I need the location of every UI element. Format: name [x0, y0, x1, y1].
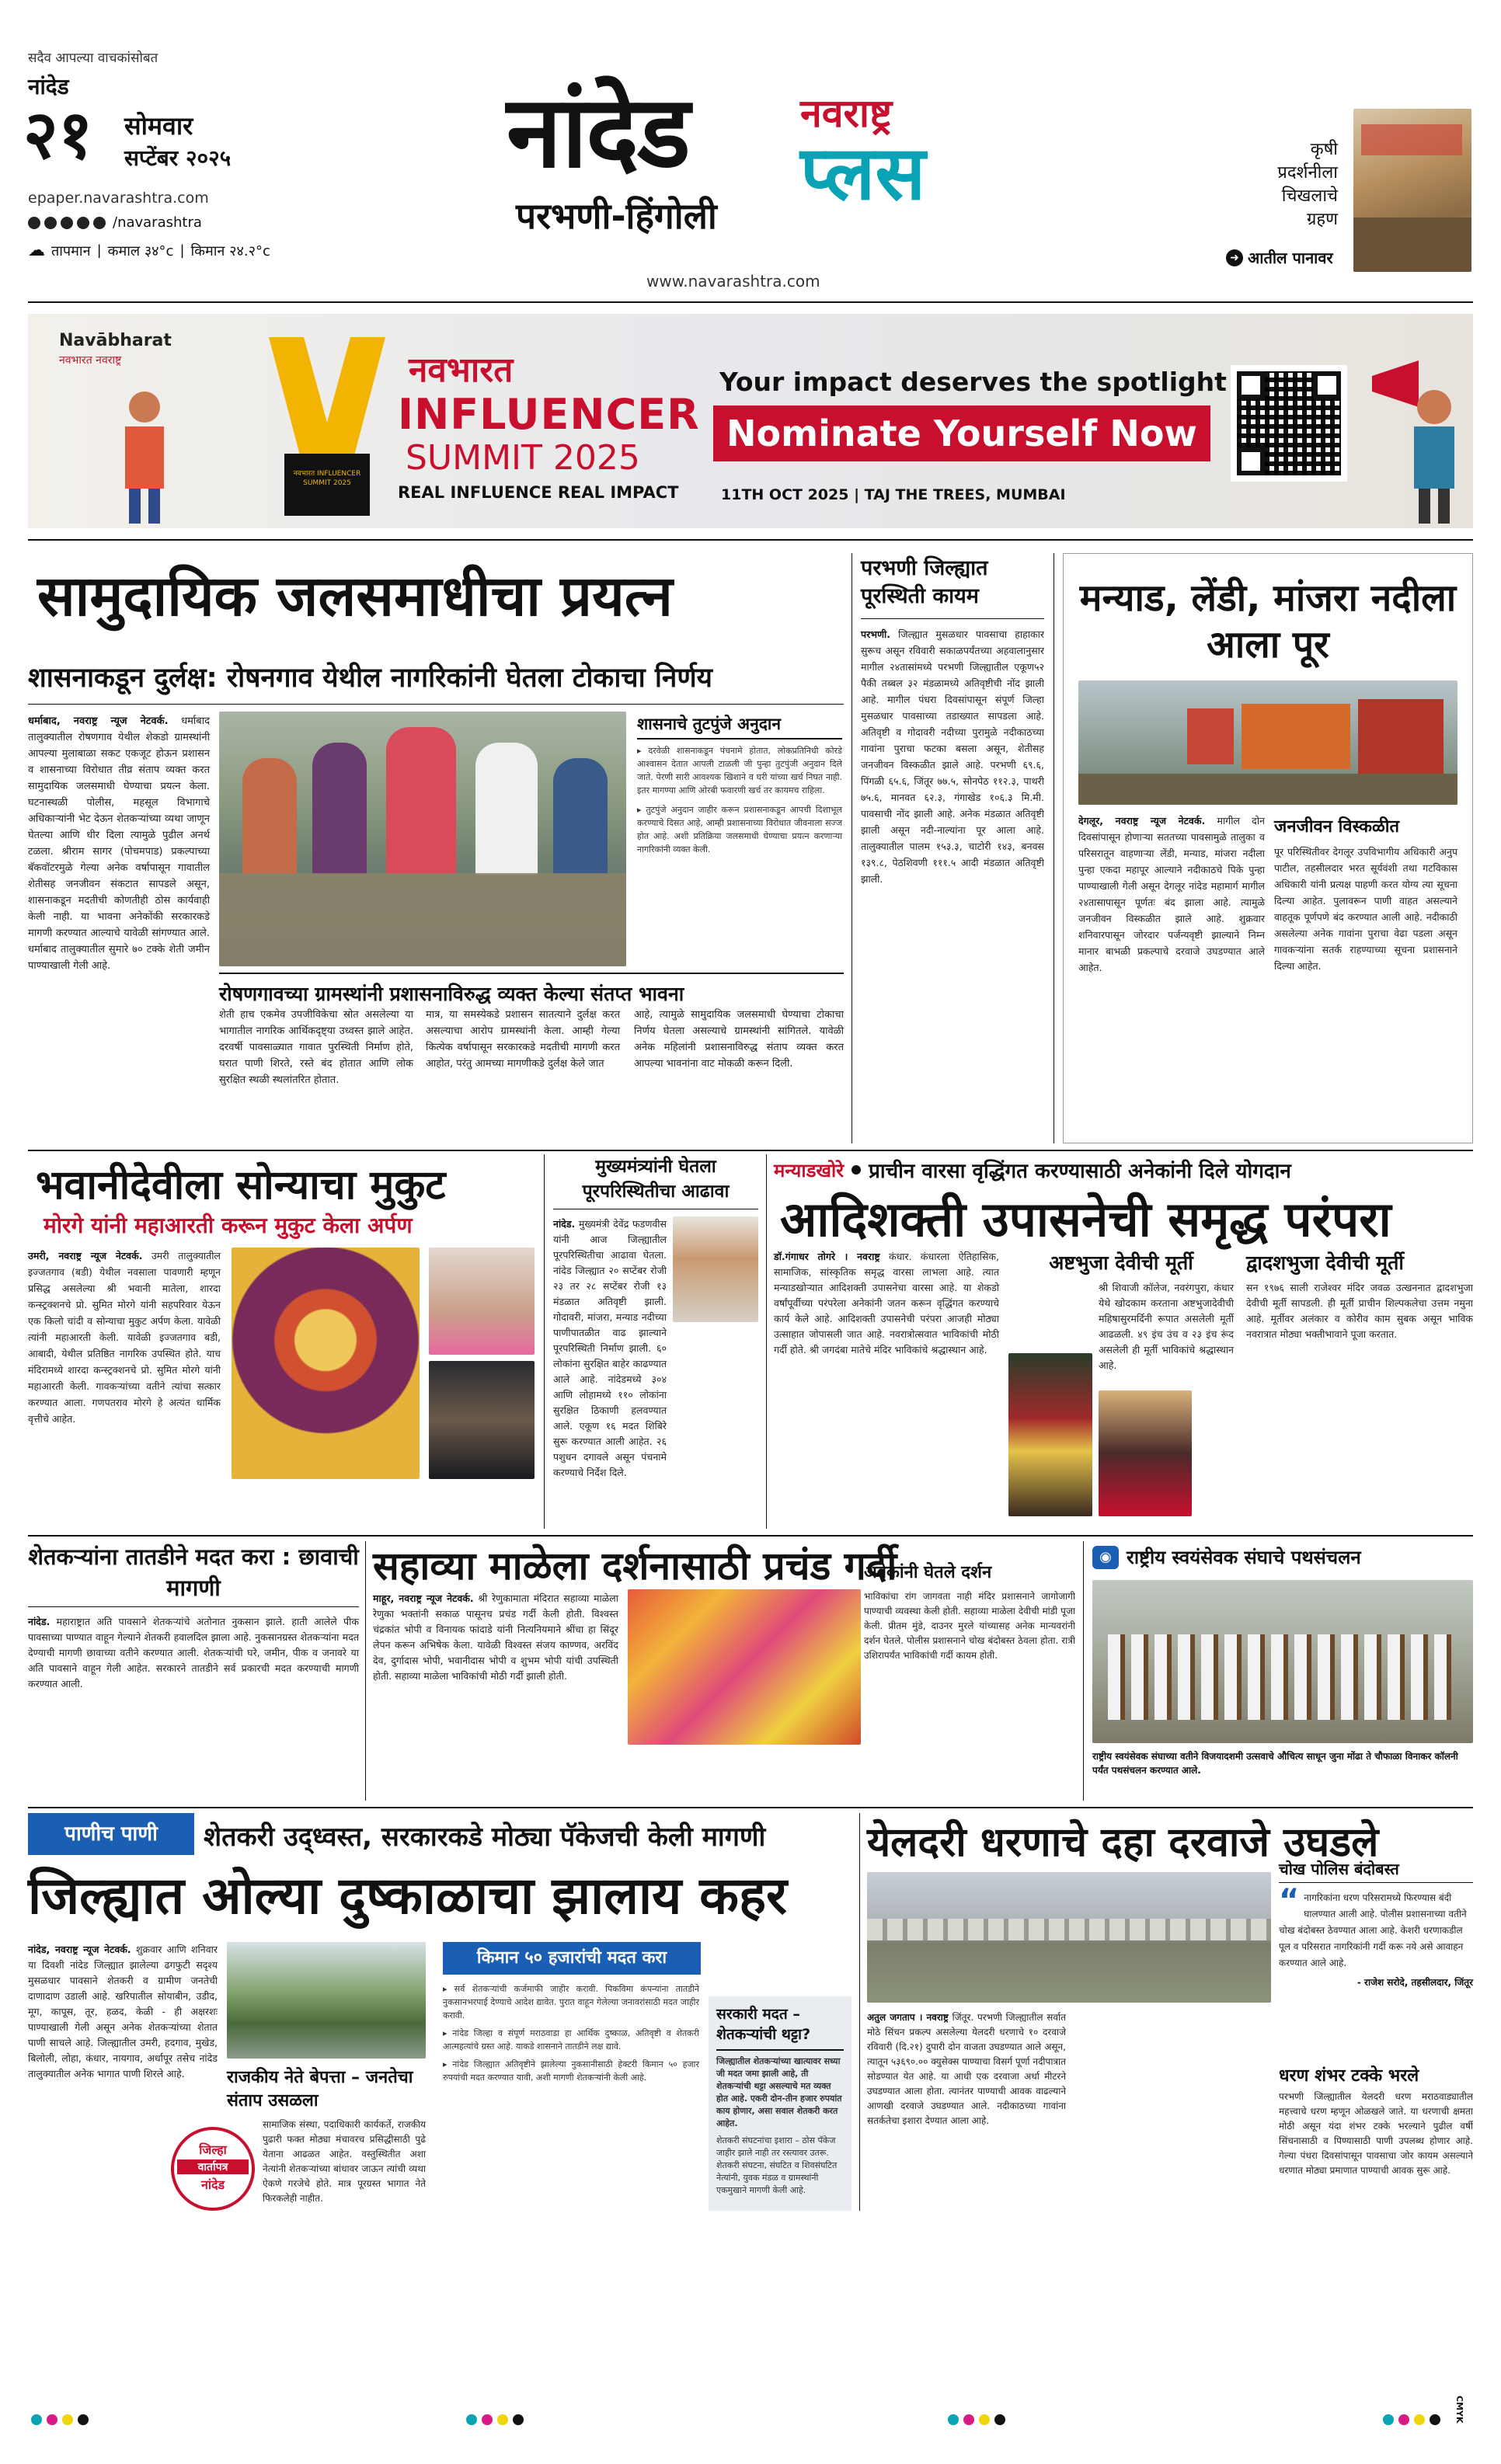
edition-city: नांदेड	[28, 74, 69, 99]
story9-photo	[1092, 1580, 1473, 1743]
color-bar-mid	[466, 2414, 524, 2425]
story11-body-text: जिंतूर. परभणी जिल्ह्यातील सर्वात मोठे सिंचन प्रकल्प असलेल्या येलदरी धरणाचे १० दरवाजे रविवारी (दि.२१) दुपारी दोन वाजता उघडण्यात आले असून, त्यातून ५३६९०.०० क्युसेक्स पाण्याचा विसर्ग पूर्णा नदीपात्रात सोडण्यात येत आहे. या आधी एक दरवाजा अर्धा मीटरने उघडण्यात आला होता. त्यानंतर पाण्याची आवक वाढल्याने आणखी दरवाजे उघडण्यात आले. नदीकाठच्या गावांना सतर्कतेचा इशारा देण्यात आला आहे.	[867, 2012, 1066, 2126]
story8-body	[373, 1591, 618, 1684]
temp-max: कमाल ३४°c	[107, 242, 174, 259]
color-bar-left	[31, 2414, 89, 2425]
story8-body-text: श्री रेणुकामाता मंदिरात सहाव्या माळेला रेणुका भक्तांनी सकाळ पासूनच प्रचंड गर्दी केली होती. विश्वस्त चंद्रकांत भोपी व विनायक फांदाडे यांनी नित्यनियमाने श्रींचा हा सिंदूर लेपन करून अभिषेक केला. यावेळी विश्वस्त संजय काण्णव, अरविंद देव, दुर्गादास भोपी, भवानीदास भोपी व शुभम भोपी यांची उपस्थिती होती. सहाव्या माळेला भाविकांची मोठी गर्दी झाली होती.	[373, 1592, 618, 1682]
story6-box2-head: द्वादशभुजा देवीची मूर्ती	[1246, 1251, 1404, 1274]
story6-headline-top: प्राचीन वारसा वृद्धिंगत करण्यासाठी अनेकांनी दिले योगदान	[869, 1160, 1291, 1183]
story4-body-text: उमरी तालुक्यातील इज्जतगाव (बडी) येथील नवसाला पावणारी म्हणून प्रसिद्ध असलेल्या श्री भवानी मातेला, शारदा कन्स्ट्रक्शनचे प्रो. सुमित मोरगे यांनी सहपरिवार येऊन एक किलो चांदी व सोन्याचा मुकुट अर्पण केला. यावेळी त्यांनी महाआरती केली. यावेळी इज्जतगाव बडी, आबादी, येथील प्रतिष्ठित नागरिक उपस्थित होते. याच मंदिरामध्ये शारदा कन्स्ट्रक्शनचे प्रो. सुमित मोरगे यांनी महाआरती केली. गावकऱ्यांच्या वतीने त्यांचा सत्कार करण्यात आला. गणपतराव मोरगे हे अत्यंत धार्मिक वृत्तीचे आहेत.	[28, 1250, 221, 1425]
instagram-icon[interactable]	[44, 217, 57, 229]
story9-caption: राष्ट्रीय स्वयंसेवक संघाच्या वतीने विजयादशमी उत्सवाचे औचित्य साधून जुना मोंढा ते चौफाळा विनाकर कॉलनी पर्यंत पथसंचलन करण्यात आले.	[1092, 1751, 1458, 1776]
story10-side-body: जिल्ह्यातील शेतकऱ्यांच्या खात्यावर सध्या जी मदत जमा झाली आहे, ती शेतकऱ्यांची थट्टा असल्याचे मत व्यक्त होत आहे. एकरी दोन-तीन हजार रुपयांत काय होणार, असा सवाल शेतकरी करत आहेत.	[716, 2056, 842, 2128]
story10-tag: पाणीच पाणी	[28, 1813, 194, 1855]
ad-logo-sub: नवभारत नवराष्ट्र	[59, 354, 122, 367]
story1-sidebar-title: शासनाचे तुटपुंजे अनुदान	[637, 713, 842, 740]
story1-sidebar-bullet1: दरवेळी शासनाकडून पंचनामे होतात, लोकप्रतिनिधी कोरडे आश्वासन देतात आपली टाळली जी पुन्हा तुटपुंजी अनुदान दिले जाते. पेरणी सारी आवश्यक खिशाने व घरी यांच्या खर्च निघत नाही. इतर मागण्या आणि ओरबी फवारणी खर्च तर कायमच राहिला.	[637, 746, 842, 795]
story1-col2: शेती हाच एकमेव उपजीविकेचा स्रोत असलेल्या या भागातील नागरिक आर्थिकदृष्ट्या उध्वस्त झाले आहेत. दरवर्षी पावसाळ्यात गावात पुरस्थिती निर्माण होते, घरात पाणी शिरते, रस्ते बंद होतात आणि लोक सुरक्षित स्थळी स्थलांतरित होतात.	[219, 1009, 413, 1086]
trophy-graphic	[261, 329, 393, 524]
quote-icon: “	[1279, 1883, 1300, 1919]
epaper-link[interactable]: epaper.navarashtra.com	[28, 190, 209, 207]
story11-photo	[867, 1872, 1271, 2003]
x-icon[interactable]	[61, 217, 73, 229]
story3-dateline: देगलूर, नवराष्ट्र न्यूज नेटवर्क.	[1078, 815, 1206, 827]
stamp-top: जिल्हा	[199, 2142, 227, 2157]
story4-photo-idol	[232, 1248, 420, 1479]
youtube-icon[interactable]	[77, 217, 89, 229]
story3-headline: मन्याड, लेंडी, मांजरा नदीला आला पूर	[1079, 576, 1457, 666]
story1-col4: आहे, त्यामुळे सामुदायिक जलसमाधी घेण्याचा टोकाचा निर्णय घेतला असल्याचे ग्रामस्थांनी सांगितले. यावेळी अनेक महिलांनी प्रशासनाविरुद्ध संताप व्यक्त करत आपल्या भावनांना वाट मोकळी करून दिली.	[634, 1009, 844, 1070]
weather-row: ☁ तापमान | कमाल ३४°c | किमान २४.२°c	[28, 241, 270, 260]
camera-icon: ◉	[1092, 1546, 1119, 1569]
stamp-mid: वार्तापत्र	[177, 2159, 249, 2174]
district-stamp	[171, 2127, 255, 2211]
story2-body	[861, 626, 1044, 887]
bullet-icon	[851, 1165, 861, 1175]
story11-body	[867, 2010, 1066, 2128]
ad-illustration-right	[1364, 329, 1465, 524]
story1-col1-text: धर्माबाद तालुक्यातील रोषणगाव येथील शेकडो ग्रामस्थांनी आपल्या मुलाबाळा सकट एकजूट होऊन प्रशासन व शासनाच्या विरोधात तीव्र संताप व्यक्त करत सामुदायिक जलसमाधी घेण्याचा प्रयत्न केला. घटनास्थळी पोलीस, महसूल विभागाचे अधिकाऱ्यांनी भेट देऊन शेतकऱ्यांच्या व्यथा जाणून घेतल्या आणि धीर दिला त्यामुळे पुढील अनर्थ टळला. श्रीराम सागर (पोचमपाड) प्रकल्पाच्या बॅकवॉटरमुळे गेल्या अनेक वर्षापासून गावातील शेतीसह जनजीवन संकटात सापडले असून, शासनाकडून मदतीची कोणतीही ठोस कार्यवाही केली नाही. या भावना अनेकोंकी सरकारकडे मागणी करण्यात आल्याचे यावेळी सांगण्यात आले. धर्माबाद तालुक्यातील सुमारे ७० टक्के शेती जमीन पाण्याखाली गेली आहे.	[28, 715, 210, 972]
story4-subhead: मोरगे यांनी महाआरती करून मुकुट केला अर्पण	[44, 1213, 413, 1238]
story6-box2-body: सन १९७६ साली राजेश्वर मंदिर जवळ उत्खननात द्वादशभुजा देवीची मूर्ती सापडली. ही मूर्ती प्राचीन शिल्पकलेचा उत्तम नमुना आहे. मूर्तीवर अलंकार व कोरीव काम सुबक असून भाविक नवरात्रात मोठ्या भक्तीभावाने पूजा करतात.	[1246, 1282, 1473, 1340]
story8-dateline: माहूर, नवराष्ट्र न्यूज नेटवर्क.	[373, 1592, 474, 1604]
ad-headline: Your impact deserves the spotlight	[719, 367, 1227, 397]
website-link[interactable]: www.navarashtra.com	[646, 272, 820, 291]
story10-side-head: सरकारी मदत – शेतकऱ्यांची थट्टा?	[716, 2004, 844, 2051]
story8-side-head: अनेकांनी घेतले दर्शन	[864, 1563, 992, 1582]
story7-body	[28, 1614, 359, 1692]
story10-photo	[227, 1942, 426, 2059]
story2-headline: परभणी जिल्ह्यात पूरस्थिती कायम	[861, 556, 988, 608]
story1-col3: मात्र, या समस्येकडे प्रशासन सातत्याने दुर्लक्ष करत असल्याचा आरोप ग्रामस्थांनी केला. आम्ही गेल्या कित्येक वर्षापासून सरकारकडे मदतीची मागणी करत आहोत, परंतु आमच्या मागणीकडे दुर्लक्ष केले जात	[426, 1009, 620, 1070]
story8-photo	[628, 1589, 861, 1745]
teaser-text: कृषी प्रदर्शनीला चिखलाचे ग्रहण	[1277, 140, 1338, 229]
story1-headline: सामुदायिक जलसमाधीचा प्रयत्न	[37, 562, 673, 628]
story6-headline: आदिशक्ती उपासनेची समृद्ध परंपरा	[780, 1191, 1391, 1248]
tagline: सदैव आपल्या वाचकांसोबत	[28, 50, 158, 66]
ad-title-devanagari: नवभारत	[409, 350, 514, 390]
story5-photo	[673, 1216, 758, 1322]
story10-aid-bullet3: नांदेड जिल्ह्यात अतिवृष्टीने झालेल्या नुकसानीसाठी हेक्टरी किमान ५० हजार रुपयांची मदत करण्यात यावी, अशी मागणी शेतकऱ्यांनी केली आहे.	[443, 2059, 699, 2083]
facebook-icon[interactable]	[28, 217, 40, 229]
story3-photo	[1078, 680, 1457, 805]
story4-body	[28, 1248, 221, 1427]
story11-side2-head: धरण शंभर टक्के भरले	[1279, 2066, 1419, 2086]
story3-body	[1078, 813, 1265, 976]
story6-photo2	[1099, 1390, 1192, 1516]
story6-photo1	[1008, 1353, 1092, 1516]
story7-dateline: नांदेड.	[28, 1616, 50, 1627]
story10-aid: ▸ सर्व शेतकऱ्यांची कर्जमाफी जाहीर करावी. पिकविमा कंपन्यांना तातडीने नुकसानभरपाई देण्याचे आदेश द्यावेत. पुरात वाहून गेलेल्या जनावरांसाठी मदत जाहीर करावी. ▸ नांदेड जिल्हा व संपूर्ण मराठवाडा हा आर्थिक दुष्काळ, अतिवृष्टी व शेतकरी आत्महत्यांचे ग्रस्त आहे. याकडे शासनाने तातडीने लक्ष द्यावे. ▸ नांदेड जिल्ह्यात अतिवृष्टीने झालेल्या नुकसानीसाठी हेक्टरी किमान ५० हजार रुपयांची मदत करण्यात यावी, अशी मागणी शेतकऱ्यांनी केली आहे.	[443, 1984, 699, 2083]
ad-title-en: INFLUENCER	[398, 390, 700, 439]
story6-body-text: कंधार. कंधारला ऐतिहासिक, सामाजिक, सांस्कृतिक समृद्ध वारसा लाभला आहे. त्यात मन्याडखोऱ्यात आदिशक्ती उपासनेचा वारसा आहे. या शेकडो वर्षांपूर्वीच्या परंपरेला अनेकांनी जतन करून वृद्धिंगत करण्याचे कार्य केले आहे. आदिशक्ती उपासनेची परंपरा आजही मोठ्या उत्साहात जोपासली जात आहे. नवरात्रोत्सवात भाविकांची मोठी गर्दी होते. श्री जगदंबा मातेचे मंदिर भाविकांचे श्रद्धास्थान आहे.	[774, 1251, 999, 1356]
brand-top: नवराष्ट्र	[800, 91, 893, 136]
cmyk-mark: CMYK	[1454, 2396, 1464, 2424]
story6-box1-body: श्री शिवाजी कॉलेज, नवरंगपुरा, कंधार येथे खोदकाम करताना अष्टभुजादेवीची महिषासुरमर्दिनी रूपात असलेली मूर्ती आढळली. ४९ इंच उंच व २३ इंच रूंद असलेली ही मूर्ती भाविकांचे श्रद्धास्थान आहे.	[1099, 1282, 1234, 1371]
story10-aid-head: किमान ५० हजारांची मदत करा	[443, 1942, 701, 1975]
story4-dateline: उमरी, नवराष्ट्र न्यूज नेटवर्क.	[28, 1250, 143, 1262]
story11-headline: येलदरी धरणाचे दहा दरवाजे उघडले	[867, 1818, 1379, 1866]
story2-dateline: परभणी.	[861, 628, 891, 640]
brand-bottom: प्लस	[800, 130, 926, 217]
weather-icon: ☁	[28, 241, 45, 260]
story9-headline: राष्ट्रीय स्वयंसेवक संघाचे पथसंचलन	[1127, 1547, 1361, 1568]
story6-body	[774, 1249, 999, 1358]
story5-dateline: नांदेड.	[553, 1218, 576, 1230]
story10-dateline: नांदेड, नवराष्ट्र न्यूज नेटवर्क.	[28, 1944, 131, 1955]
story10-aid-bullet2: नांदेड जिल्हा व संपूर्ण मराठवाडा हा आर्थिक दुष्काळ, अतिवृष्टी व शेतकरी आत्महत्यांचे ग्रस्त आहे. याकडे शासनाने तातडीने लक्ष द्यावे.	[443, 2028, 699, 2052]
social-handle: /navarashtra	[113, 214, 202, 231]
masthead-subtitle: परभणी-हिंगोली	[516, 195, 717, 237]
story10-headline: जिल्ह्यात ओल्या दुष्काळाचा झालाय कहर	[28, 1865, 788, 1926]
teaser-photo	[1353, 109, 1471, 272]
teaser-link-label: आतील पानावर	[1248, 249, 1333, 267]
story5-body-text: मुख्यमंत्री देवेंद्र फडणवीस यांनी आज जिल्ह्यातील पूरपरिस्थितीचा आढावा घेतला. नांदेड जिल्ह्यात २० सप्टेंबर रोजी २३ तर २८ सप्टेंबर रोजी १३ मंडळात अतिवृष्टी झाली. गोदावरी, मांजरा, मन्याड नदीच्या पाणीपातळीत वाढ झाल्याने पूरपरिस्थिती निर्माण झाली. ६० लोकांना सुरक्षित बाहेर काढण्यात आले आहे. नांदेडमध्ये ३०४ आणि लोहामध्ये ११० लोकांना सुरक्षित ठिकाणी हलवण्यात आले. एकूण १६ मदत शिबिरे सुरू करण्यात आली आहेत. २६ पशुधन दगावले असून पंचनामे करण्याचे निर्देश दिले.	[553, 1218, 667, 1478]
ad-logo: Navābharat	[59, 331, 172, 350]
story1-sidebar-bullet2: तुटपुंजे अनुदान जाहीर करून प्रशासनाकडून आपची दिशाभूल करण्याचे दिसत आहे, आम्ही प्रशासनाच्या विरोधात जीवनाला सज्ज होत आहे. अशी प्रतिक्रिया जलसमाधी घेण्याचा प्रयत्न करणाऱ्या नागरिकांनी व्यक्त केली.	[637, 805, 842, 854]
story1-photo	[219, 712, 626, 966]
story10-aid-bullet1: सर्व शेतकऱ्यांची कर्जमाफी जाहीर करावी. पिकविमा कंपन्यांना तातडीने नुकसानभरपाई देण्याचे आदेश द्यावेत. पुरात वाहून गेलेल्या जनावरांसाठी मदत जाहीर करावी.	[443, 1984, 699, 2020]
story11-quote: नागरिकांना धरण परिसरामध्ये फिरण्यास बंदी घालण्यात आली आहे. पोलीस प्रशासनाच्या वतीने चोख बंदोबस्त ठेवण्यात आला आहे. केशरी धरणाकडील पूल व परिसरात नागरिकांनी गर्दी करू नये असे आवाहन करण्यात आले आहे.	[1279, 1892, 1467, 1968]
story4-photo-person2	[429, 1361, 535, 1479]
story11-side2-body: परभणी जिल्ह्यातील येलदरी धरण मराठवाड्यातील महत्त्वाचे धरण म्हणून ओळखले जाते. या धरणाची क्षमता मोठी असून यंदा शंभर टक्के भरल्याने पुढील वर्षी सिंचनासाठी व पिण्यासाठी पाणी उपलब्ध होणार आहे. गेल्या पंधरा दिवसांपासून पावसाचा जोर कायम असल्याने धरणात मोठ्या प्रमाणात पाण्याची आवक सुरू आहे.	[1279, 2091, 1473, 2176]
story6-topline	[774, 1156, 1291, 1184]
story11-quote-box	[1279, 1883, 1473, 1989]
ad-tagline: REAL INFLUENCE REAL IMPACT	[398, 483, 679, 502]
story8-headline: सहाव्या माळेला दर्शनासाठी प्रचंड गर्दी	[373, 1543, 897, 1589]
story1-subhead: शासनाकडून दुर्लक्ष: रोषनगाव येथील नागरिकांनी घेतला टोकाचा निर्णय	[28, 663, 712, 694]
story8-side-body: भाविकांचा रांग जागवता नाही मंदिर प्रशासनाने जागोजागी पाण्याची व्यवस्था केली होती. सहाव्या माळेला देवीची मांडी पूजा केली. प्रीतम मुंडे, दाउनर मुरले यांच्यासह अनेक मान्यवरांनी दर्शन घेतले. पोलीस प्रशासनाने चोख बंदोबस्त ठेवला होता. रात्री उशिरापर्यंत भाविकांची गर्दी कायम होती.	[864, 1591, 1075, 1661]
nominate-button[interactable]: Nominate Yourself Now	[713, 405, 1210, 461]
story6-box1-head: अष्टभुजा देवीची मूर्ती	[1049, 1251, 1193, 1274]
story10-leader-body: सामाजिक संस्था, पदाधिकारी कार्यकर्ते, राजकीय पुढारी फक्त मोठ्या मंचावरच प्रसिद्धीसाठी पुढे येताना आढळत आहेत. वस्तुस्थितीत अशा नेत्यांनी शेतकऱ्यांच्या बांधावर जाऊन त्यांची व्यथा ऐकणे गरजेचे होते. मात्र पूरग्रस्त भागात नेते फिरकलेही नाहीत.	[263, 2119, 426, 2204]
story3-side-head: जनजीवन विस्कळीत	[1274, 817, 1399, 837]
story6-section-tag: मन्याडखोरे	[774, 1159, 845, 1182]
story4-headline: भवानीदेवीला सोन्याचा मुकुट	[36, 1161, 446, 1209]
masthead-title: नांदेड	[507, 74, 689, 190]
story10-side-box	[709, 1996, 851, 2211]
story7-headline: शेतकऱ्यांना तातडीने मदत करा : छावाची मागणी	[28, 1543, 359, 1601]
story11-dateline: अतुल जगताप । नवराष्ट्र	[867, 2012, 949, 2023]
story11-side-head: चोख पोलिस बंदोबस्त	[1279, 1858, 1473, 1883]
ad-illustration-left	[98, 384, 191, 524]
story5-headline: मुख्यमंत्र्यांनी घेतला पूरपरिस्थितीचा आढावा	[582, 1157, 730, 1202]
story1-dateline: धर्माबाद, नवराष्ट्र न्यूज नेटवर्क.	[28, 715, 169, 727]
story3-body-text: मागील दोन दिवसांपासून होणाऱ्या सततच्या पावसामुळे तालुका व परिसरातून वाहणाऱ्या लेंडी, मन्याड, मांजरा नदीला पुन्हा एकदा महापूर आल्याने नदीकाठचे पिके पुन्हा पाण्याखाली गेली असून देगलूर नांदेड महामार्ग मागील २४तासापासून पूर्णतः बंद झाला आहे. त्यामुळे जनजीवन विस्कळीत झाले आहे. शुक्रवार शनिवारपासून जोरदार पर्जन्यवृष्टी झाल्याने निम्न मानार बाभळी प्रकल्पाचे दरवाजे उघडण्यात आले आहेत.	[1078, 815, 1265, 973]
story11-quote-by: - राजेश सरोदे, तहसीलदार, जिंतूर	[1356, 1977, 1473, 1988]
qr-code[interactable]	[1231, 365, 1347, 482]
story10-kicker: शेतकरी उद्ध्वस्त, सरकारकडे मोठ्या पॅकेजची केली मागणी	[204, 1822, 766, 1853]
story5-body	[553, 1216, 667, 1481]
color-bar-far	[1383, 2414, 1440, 2425]
teaser-link[interactable]	[1226, 247, 1333, 268]
story2-body-text: जिल्ह्यात मुसळधार पावसाचा हाहाकार सुरूच असून रविवारी सकाळपर्यंतच्या अहवालानुसार मागील २४तासांमध्ये परभणी जिल्ह्यातील एकूण५२ पैकी तब्बल ३२ मंडळामध्ये अतिवृष्टीची नोंद झाली आहे. मागील पंधरा दिवसांपासून संपूर्ण जिल्हा मुसळधार पावसाच्या तडाख्यात सापडला आहे. अतिवृष्टी व गोदावरी नदीच्या पुरामुळे नदीकाठच्या गावांना पुराचा फटका बसला असून, शेतीसह जनजीवन विस्कळीत झाले आहे. परभणी ६९.६, पिंगळी ६५.६, जिंतूर ७७.५, सोनपेठ ११२.३, पाथरी ७५.६, मानवत ६२.३, गंगाखेड १०६.३ मि.मी. पावसाची नोंद झाली आहे. अनेक मंडळात अतिवृष्टी झाली असून नदी-नाल्यांना पूर आला आहे. तालुक्यातील पालम १५३.३, चाटोरी १४३, बनवस १३९.८, पेठशिवणी १११.५ आदी मंडळात अतिवृष्टी झाली.	[861, 628, 1044, 885]
story10-leader-head: राजकीय नेते बेपत्ता – जनतेचा संताप उसळला	[227, 2068, 413, 2111]
story6-dateline: डॉ.गंगाधर तोगरे । नवराष्ट्र	[774, 1251, 880, 1262]
linkedin-icon[interactable]	[93, 217, 106, 229]
story1-col1	[28, 713, 210, 974]
social-row	[28, 214, 202, 231]
ad-banner[interactable]	[28, 314, 1473, 528]
story1-sidebar: ▸ दरवेळी शासनाकडून पंचनामे होतात, लोकप्रतिनिधी कोरडे आश्वासन देतात आपली टाळली जी पुन्हा तुटपुंजी अनुदान दिले जाते. पेरणी सारी आवश्यक खिशाने व घरी यांच्या खर्च निघत नाही. इतर मागण्या आणि ओरबी फवारणी खर्च तर कायमच राहिला. ▸ तुटपुंजे अनुदान जाहीर करून प्रशासनाकडून आपची दिशाभूल करण्याचे दिसत आहे, आम्ही प्रशासनाच्या विरोधात जीवनाला सज्ज होत आहे. अशी प्रतिक्रिया जलसमाधी घेण्याचा प्रयत्न करणाऱ्या नागरिकांनी व्यक्त केली.	[637, 746, 842, 854]
issue-weekday: सोमवार	[124, 111, 193, 141]
ad-date-venue: 11TH OCT 2025 | TAJ THE TREES, MUMBAI	[721, 486, 1066, 503]
story4-photo-person1	[429, 1248, 535, 1355]
temp-min: किमान २४.२°c	[190, 242, 270, 259]
trophy-text: नवभारत INFLUENCER SUMMIT 2025	[293, 470, 361, 487]
weather-label: तापमान	[51, 242, 91, 259]
ad-summit: SUMMIT 2025	[406, 438, 640, 478]
stamp-bot: नांदेड	[200, 2177, 225, 2192]
issue-date-day: २१	[23, 96, 93, 174]
story10-body-text: शुक्रवार आणि शनिवार या दिवशी नांदेड जिल्ह्यात झालेल्या ढगफुटी सदृश्य मुसळधार पावसाने शेतकरी व ग्रामीण जनतेची दाणादाण उडाली आहे. खरिपातील सोयाबीन, उडीद, मूग, कापूस, तूर, हळद, केळी - ही अक्षरशः पाण्याखाली गेली असून अनेक शेतकऱ्यांच्या शेतात पाणी साचले आहे. जिल्ह्यातील उमरी, हदगाव, मुखेड, बिलोली, लोहा, कंधार, नायगाव, अर्धापूर तसेच नांदेड तालुक्यातील अनेक भागात पाणी शिरले आहे.	[28, 1944, 218, 2079]
story9-header	[1092, 1544, 1361, 1570]
story10-side-body2: शेतकरी संघटनांचा इशारा – ठोस पॅकेज जाहीर झाले नाही तर रस्त्यावर उतरू. शेतकरी संघटना, संघटित व शिवसंघटित नेत्यांनी, युवक मंडळ व ग्रामस्थांनी एकमुखाने मागणी केली आहे.	[716, 2135, 838, 2195]
story3-side-body: पूर परिस्थितीवर देगलूर उपविभागीय अधिकारी अनुप पाटील, तहसीलदार भरत सूर्यवंशी तथा गटविकास अधिकारी यांनी प्रत्यक्ष पाहणी करत योग्य त्या सूचना दिल्या आहेत. पुलावरून पाणी वाहत असल्याने वाहतूक पूर्णपणे बंद करण्यात आली आहे. नदीकाठी असलेल्या अनेक गावांना पुराचा वेढा पडला असून गावकऱ्यांना सतर्क राहण्याच्या सूचना प्रशासनाने दिल्या आहेत.	[1274, 846, 1457, 972]
color-bar-right	[948, 2414, 1005, 2425]
story1-inset-head: रोषणगावच्या ग्रामस्थांनी प्रशासनाविरुद्ध व्यक्त केल्या संतप्त भावना	[219, 973, 844, 1007]
story7-body-text: महाराष्ट्रात अति पावसाने शेतकऱ्यांचे अतोनात नुकसान झाले. हाती आलेले पीक पावसाच्या पाण्यात वाहून गेल्याने शेतकरी हवालदिल झाला आहे. नुकसानग्रस्त शेतकऱ्यांना मदत देण्याची मागणी छावाच्या वतीने करण्यात आली. शेतकऱ्यांची घरे, जमीन, पीक व जनावरे या अति पावसाने वाहून गेली आहेत. सरकारने तातडीने सर्व प्रकारची मदत करण्याची मागणी करण्यात आली.	[28, 1616, 359, 1690]
issue-month-year: सप्टेंबर २०२५	[124, 145, 232, 171]
arrow-circle-icon: ➜	[1226, 249, 1243, 266]
story10-body	[28, 1942, 218, 2082]
